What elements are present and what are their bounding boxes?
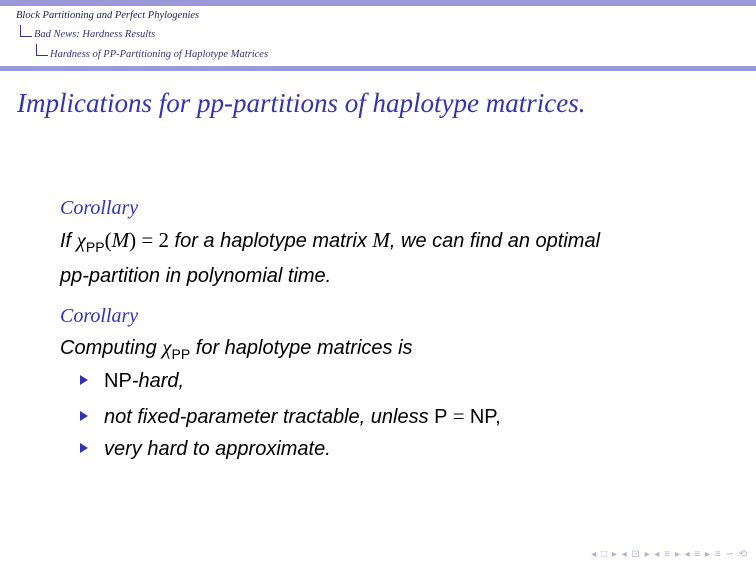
item-text: very hard to approximate. [104, 438, 331, 460]
var-m-2: M [372, 228, 390, 252]
breadcrumb-subsection[interactable]: Bad News: Hardness Results [34, 29, 156, 40]
breadcrumb-subsubsection[interactable]: Hardness of PP-Partitioning of Haplotype Matrices [50, 49, 269, 60]
corollary-2-body [60, 333, 720, 369]
corollary-1-body [60, 226, 720, 291]
p-text: P [434, 406, 448, 428]
corollary-1-line-1 [60, 226, 720, 262]
breadcrumb-section[interactable]: Block Partitioning and Perfect Phylogenies [16, 10, 200, 21]
beamer-navigation-icons[interactable]: ◂ □ ▸ ◂ ⊡ ▸ ◂ ≡ ▸ ◂ ≡ ▸ ≡ ∽ ⟲ [591, 549, 748, 560]
corollary-1-title: Corollary [60, 197, 139, 219]
pp-subscript: PP [171, 346, 191, 362]
text-rest-2: , we can find an optimal [389, 230, 601, 252]
equals-two: = 2 [136, 228, 169, 252]
list-item [80, 438, 331, 461]
bullet-triangle-icon [80, 375, 88, 385]
np-text: NP [104, 370, 132, 392]
breadcrumb [0, 6, 756, 66]
text-rest-1: for a haplotype matrix [168, 230, 373, 252]
bullet-triangle-icon [80, 411, 88, 421]
item-text: -hard, [131, 370, 185, 392]
tree-connector [20, 25, 32, 37]
item-text: not fixed-parameter tractable, unless [104, 406, 435, 428]
text-if: If [60, 230, 77, 252]
comma: , [495, 406, 501, 428]
text-rest: for haplotype matrices is [190, 337, 413, 359]
corollary-2-line-1 [60, 333, 720, 369]
paren-close: ) [129, 228, 137, 252]
np-text: NP [469, 406, 496, 428]
list-item [80, 370, 184, 393]
bullet-triangle-icon [80, 443, 88, 453]
equals-sign: = [447, 404, 470, 428]
corollary-1-line-2: pp-partition in polynomial time. [60, 265, 332, 287]
var-m: M [111, 228, 130, 252]
text-computing: Computing [60, 337, 163, 359]
corollary-2-title: Corollary [60, 305, 139, 327]
tree-connector [36, 44, 48, 56]
pp-subscript: PP [85, 239, 105, 255]
chi-symbol: χ [162, 335, 172, 359]
chi-symbol: χ [76, 228, 86, 252]
paren-open: ( [104, 228, 112, 252]
header-bar-bottom [0, 66, 756, 71]
list-item [80, 404, 501, 429]
frame-title: Implications for pp-partitions of haplotype matrices. [17, 88, 586, 118]
